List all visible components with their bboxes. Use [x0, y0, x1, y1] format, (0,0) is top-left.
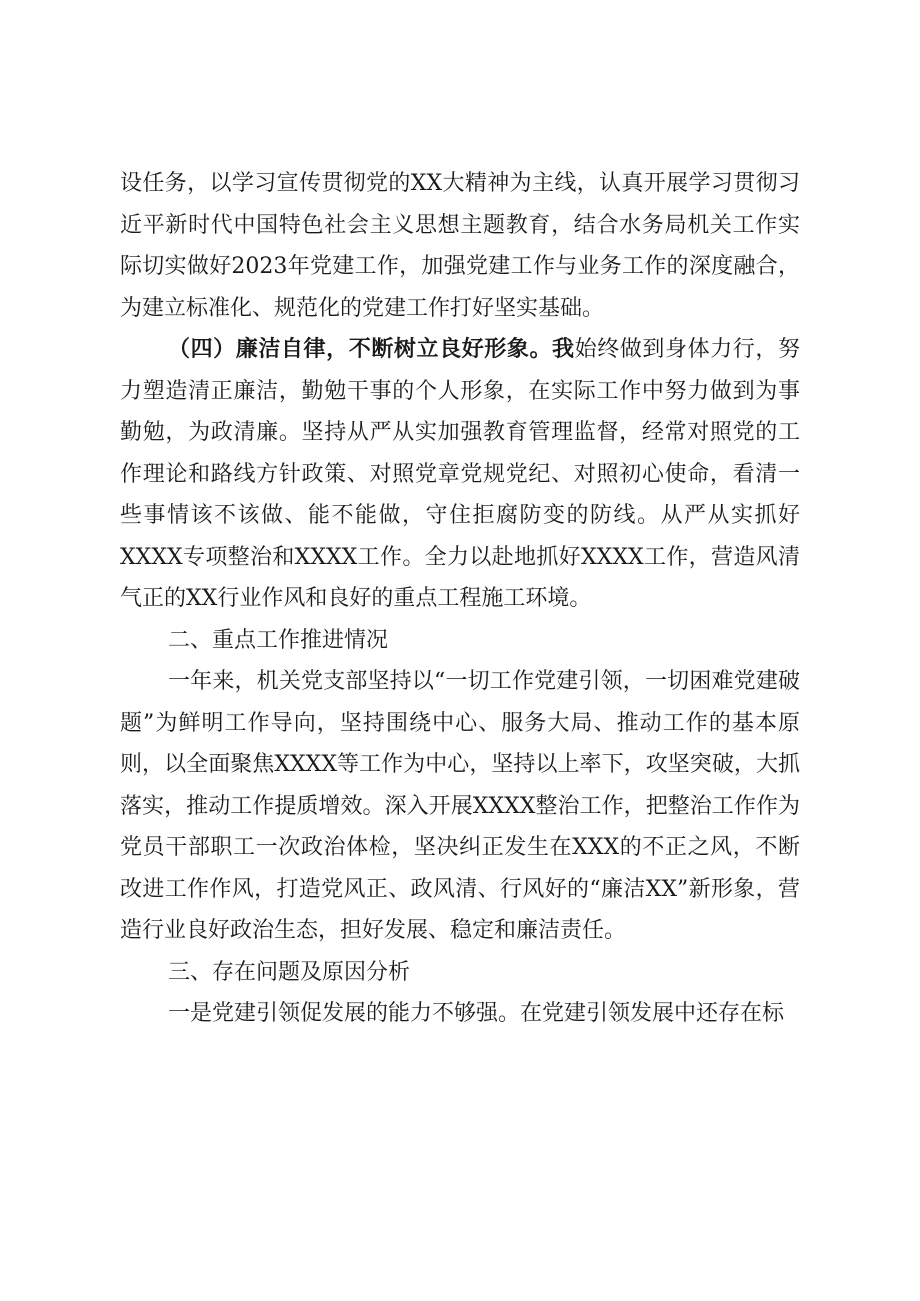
paragraph-party-building-tasks: 设任务，以学习宣传贯彻党的XX大精神为主线，认真开展学习贯彻习近平新时代中国特色社会主义思想主题教育，结合水务局机关工作实际切实做好2023年党建工作，加强党建工作与业务工作的深度融合，为建立标准化、规范化的党建工作打好坚实基础。: [120, 171, 800, 321]
paragraph-key-work-progress: 一年来，机关党支部坚持以“一切工作党建引领，一切困难党建破题”为鲜明工作导向，坚持围绕中心、服务大局、推动工作的基本原则，以全面聚焦XXXX等工作为中心，坚持以上率下，攻坚突破，大抓落实，推动工作提质增效。深入开展XXXX整治工作，把整治工作作为党员干部职工一次政治体检，坚决纠正发生在XXX的不正之风，不断改进工作作风，打造党风正、政风清、行风好的“廉洁XX”新形象，营造行业良好政治生态，担好发展、稳定和廉洁责任。: [120, 669, 800, 943]
paragraph-body-text: 始终做到身体力行，努力塑造清正廉洁，勤勉干事的个人形象，在实际工作中努力做到为事勤勉，为政清廉。坚持从严从实加强教育管理监督，经常对照党的工作理论和路线方针政策、对照党章党规党纪、对照初心使命，看清一些事情该不该做、能不能做，守住拒腐防变的防线。从严从实抓好XXXX专项整治和XXXX工作。全力以赴地抓好XXXX工作，营造风清气正的XX行业作风和良好的重点工程施工环境。: [120, 337, 800, 611]
section-heading-key-work: 二、重点工作推进情况: [168, 627, 389, 653]
paragraph-integrity-self-discipline: [120, 329, 800, 620]
paragraph-problems-first: 一是党建引领促发展的能力不够强。在党建引领发展中还存在标: [168, 1001, 785, 1026]
paragraph-lead-bold: （四）廉洁自律，不断树立良好形象。我: [168, 337, 575, 362]
section-heading-problems: 三、存在问题及原因分析: [168, 959, 411, 985]
document-body: [120, 163, 800, 1035]
